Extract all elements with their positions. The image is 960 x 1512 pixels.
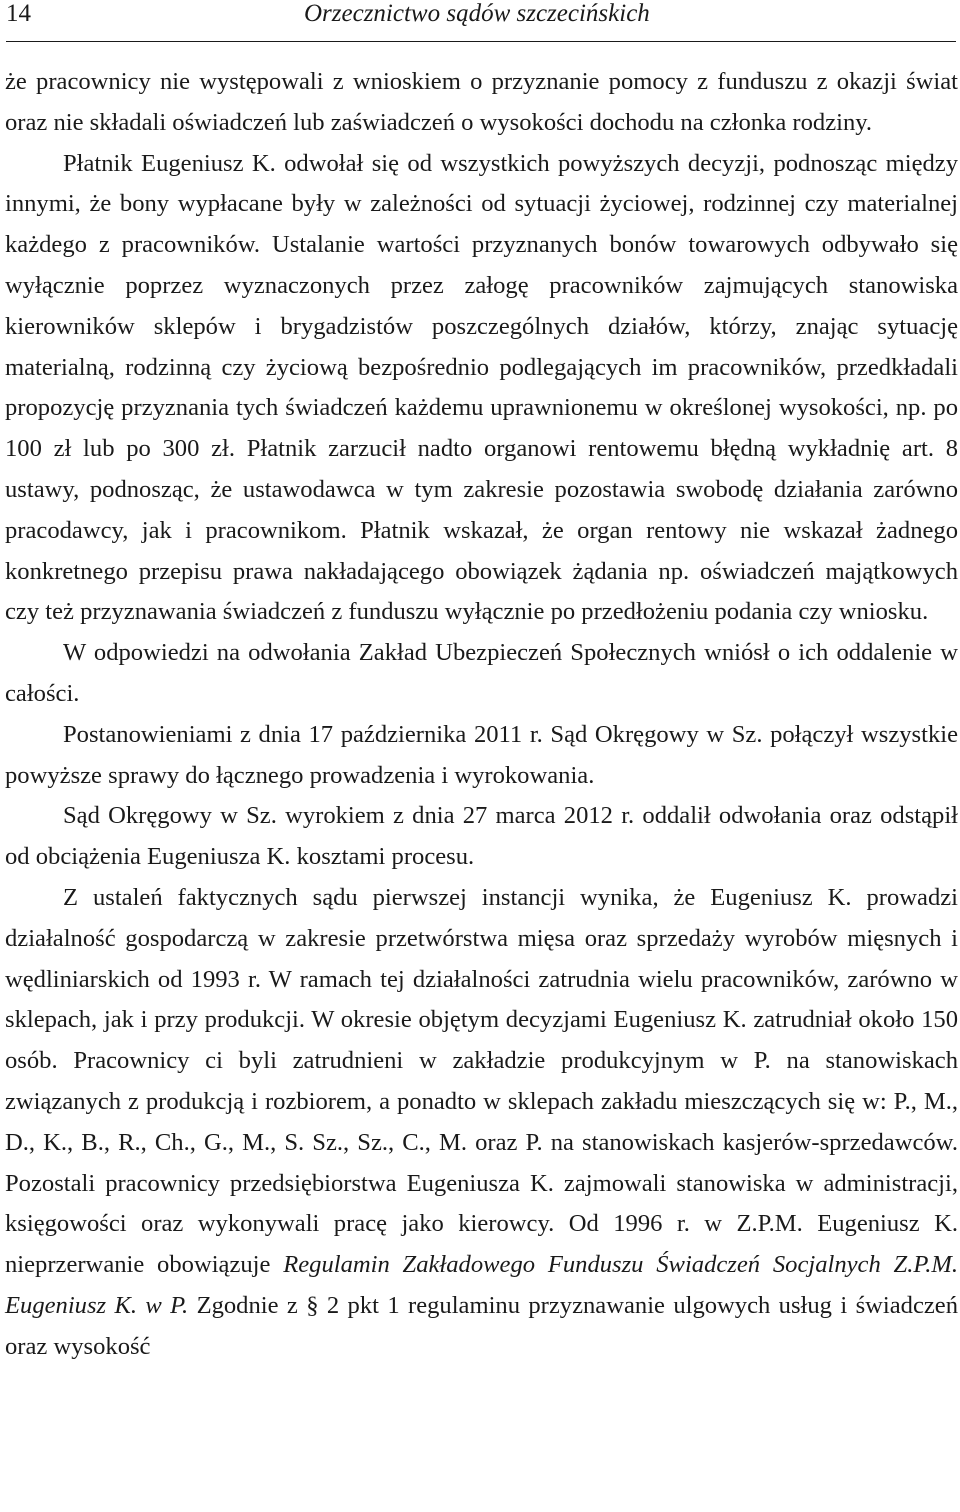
paragraph-findings [5,878,958,1368]
running-title: Orzecznictwo sądów szczecińskich [304,0,650,27]
header-divider [6,41,956,42]
paragraph-judgment: Sąd Okręgowy w Sz. wyrokiem z dnia 27 marca 2012 r. oddalił odwołania oraz odstąpił od obciążenia Eugeniusza K. kosztami procesu. [5,802,958,871]
page-header [0,0,960,40]
regulation-title: Regulamin Zakładowego Funduszu Świadczeń Socjalnych Z.P.M. Eugeniusz K. w P. [5,1251,958,1319]
findings-text-start: Z ustaleń faktycznych sądu pierwszej instancji wynika, że Eugeniusz K. prowadzi działalność gospodarczą w zakresie przetwórstwa mięsa oraz sprzedaży wyrobów mięsnych i wędliniarskich od 1993 r. W ramach tej działalności zatrudnia wielu pracowników, zarówno w sklepach, jak i przy produkcji. W okresie objętym decyzjami Eugeniusz K. zatrudniał około 150 osób. Pracownicy ci byli zatrudnieni w zakładzie produkcyjnym w P. na stanowiskach związanych z produkcją i rozbiorem, a ponadto w sklepach zakładu mieszczących się w: P., M., D., K., B., R., Ch., G., M., S. Sz., Sz., C., M. oraz P. na stanowiskach kasjerów-sprzedawców. Pozostali pracownicy przedsiębiorstwa Eugeniusza K. zajmowali stanowiska w administracji, księgowości oraz wykonywali pracę jako kierowcy. Od 1996 r. w Z.P.M. Eugeniusz K. nieprzerwanie obowiązuje [5,883,958,1279]
page-number: 14 [6,0,31,27]
paragraph-continuation: że pracownicy nie występowali z wnioskiem o przyznanie pomocy z funduszu z okazji świat oraz nie składali oświadczeń lub zaświadczeń o wysokości dochodu na członka rodziny. [5,68,958,136]
paragraph-appeal: Płatnik Eugeniusz K. odwołał się od wszystkich powyższych decyzji, podnosząc między innymi, że bony wypłacane były w zależności od sytuacji życiowej, rodzinnej czy materialnej każdego z pracowników. Ustalanie wartości przyznanych bonów towarowych odbywało się wyłącznie poprzez wyznaczonych przez załogę pracowników zajmujących stanowiska kierowników sklepów i brygadzistów poszczególnych działów, którzy, znając sytuację materialną, rodzinną czy życiową bezpośrednio podlegających im pracowników, przedkładali propozycję przyznania tych świadczeń każdemu uprawnionemu w określonej wysokości, np. po 100 zł lub po 300 zł. Płatnik zarzucił nadto organowi rentowemu błędną wykładnię art. 8 ustawy, podnosząc, że ustawodawca w tym zakresie pozostawia swobodę działania zarówno pracodawcy, jak i pracownikom. Płatnik wskazał, że organ rentowy nie wskazał żadnego konkretnego przepisu prawa nakładającego obowiązek żądania np. oświadczeń majątkowych czy też przyznawania świadczeń z funduszu wyłącznie po przedłożeniu podania czy wniosku. [5,149,958,626]
paragraph-response: W odpowiedzi na odwołania Zakład Ubezpieczeń Społecznych wniósł o ich oddalenie w całości. [5,639,958,707]
document-body [5,62,958,1368]
paragraph-joinder: Postanowieniami z dnia 17 października 2011 r. Sąd Okręgowy w Sz. połączył wszystkie powyższe sprawy do łącznego prowadzenia i wyrokowania. [5,720,958,789]
findings-text-end: Zgodnie z § 2 pkt 1 regulaminu przyznawanie ulgowych usług i świadczeń oraz wysokość [5,1291,958,1360]
